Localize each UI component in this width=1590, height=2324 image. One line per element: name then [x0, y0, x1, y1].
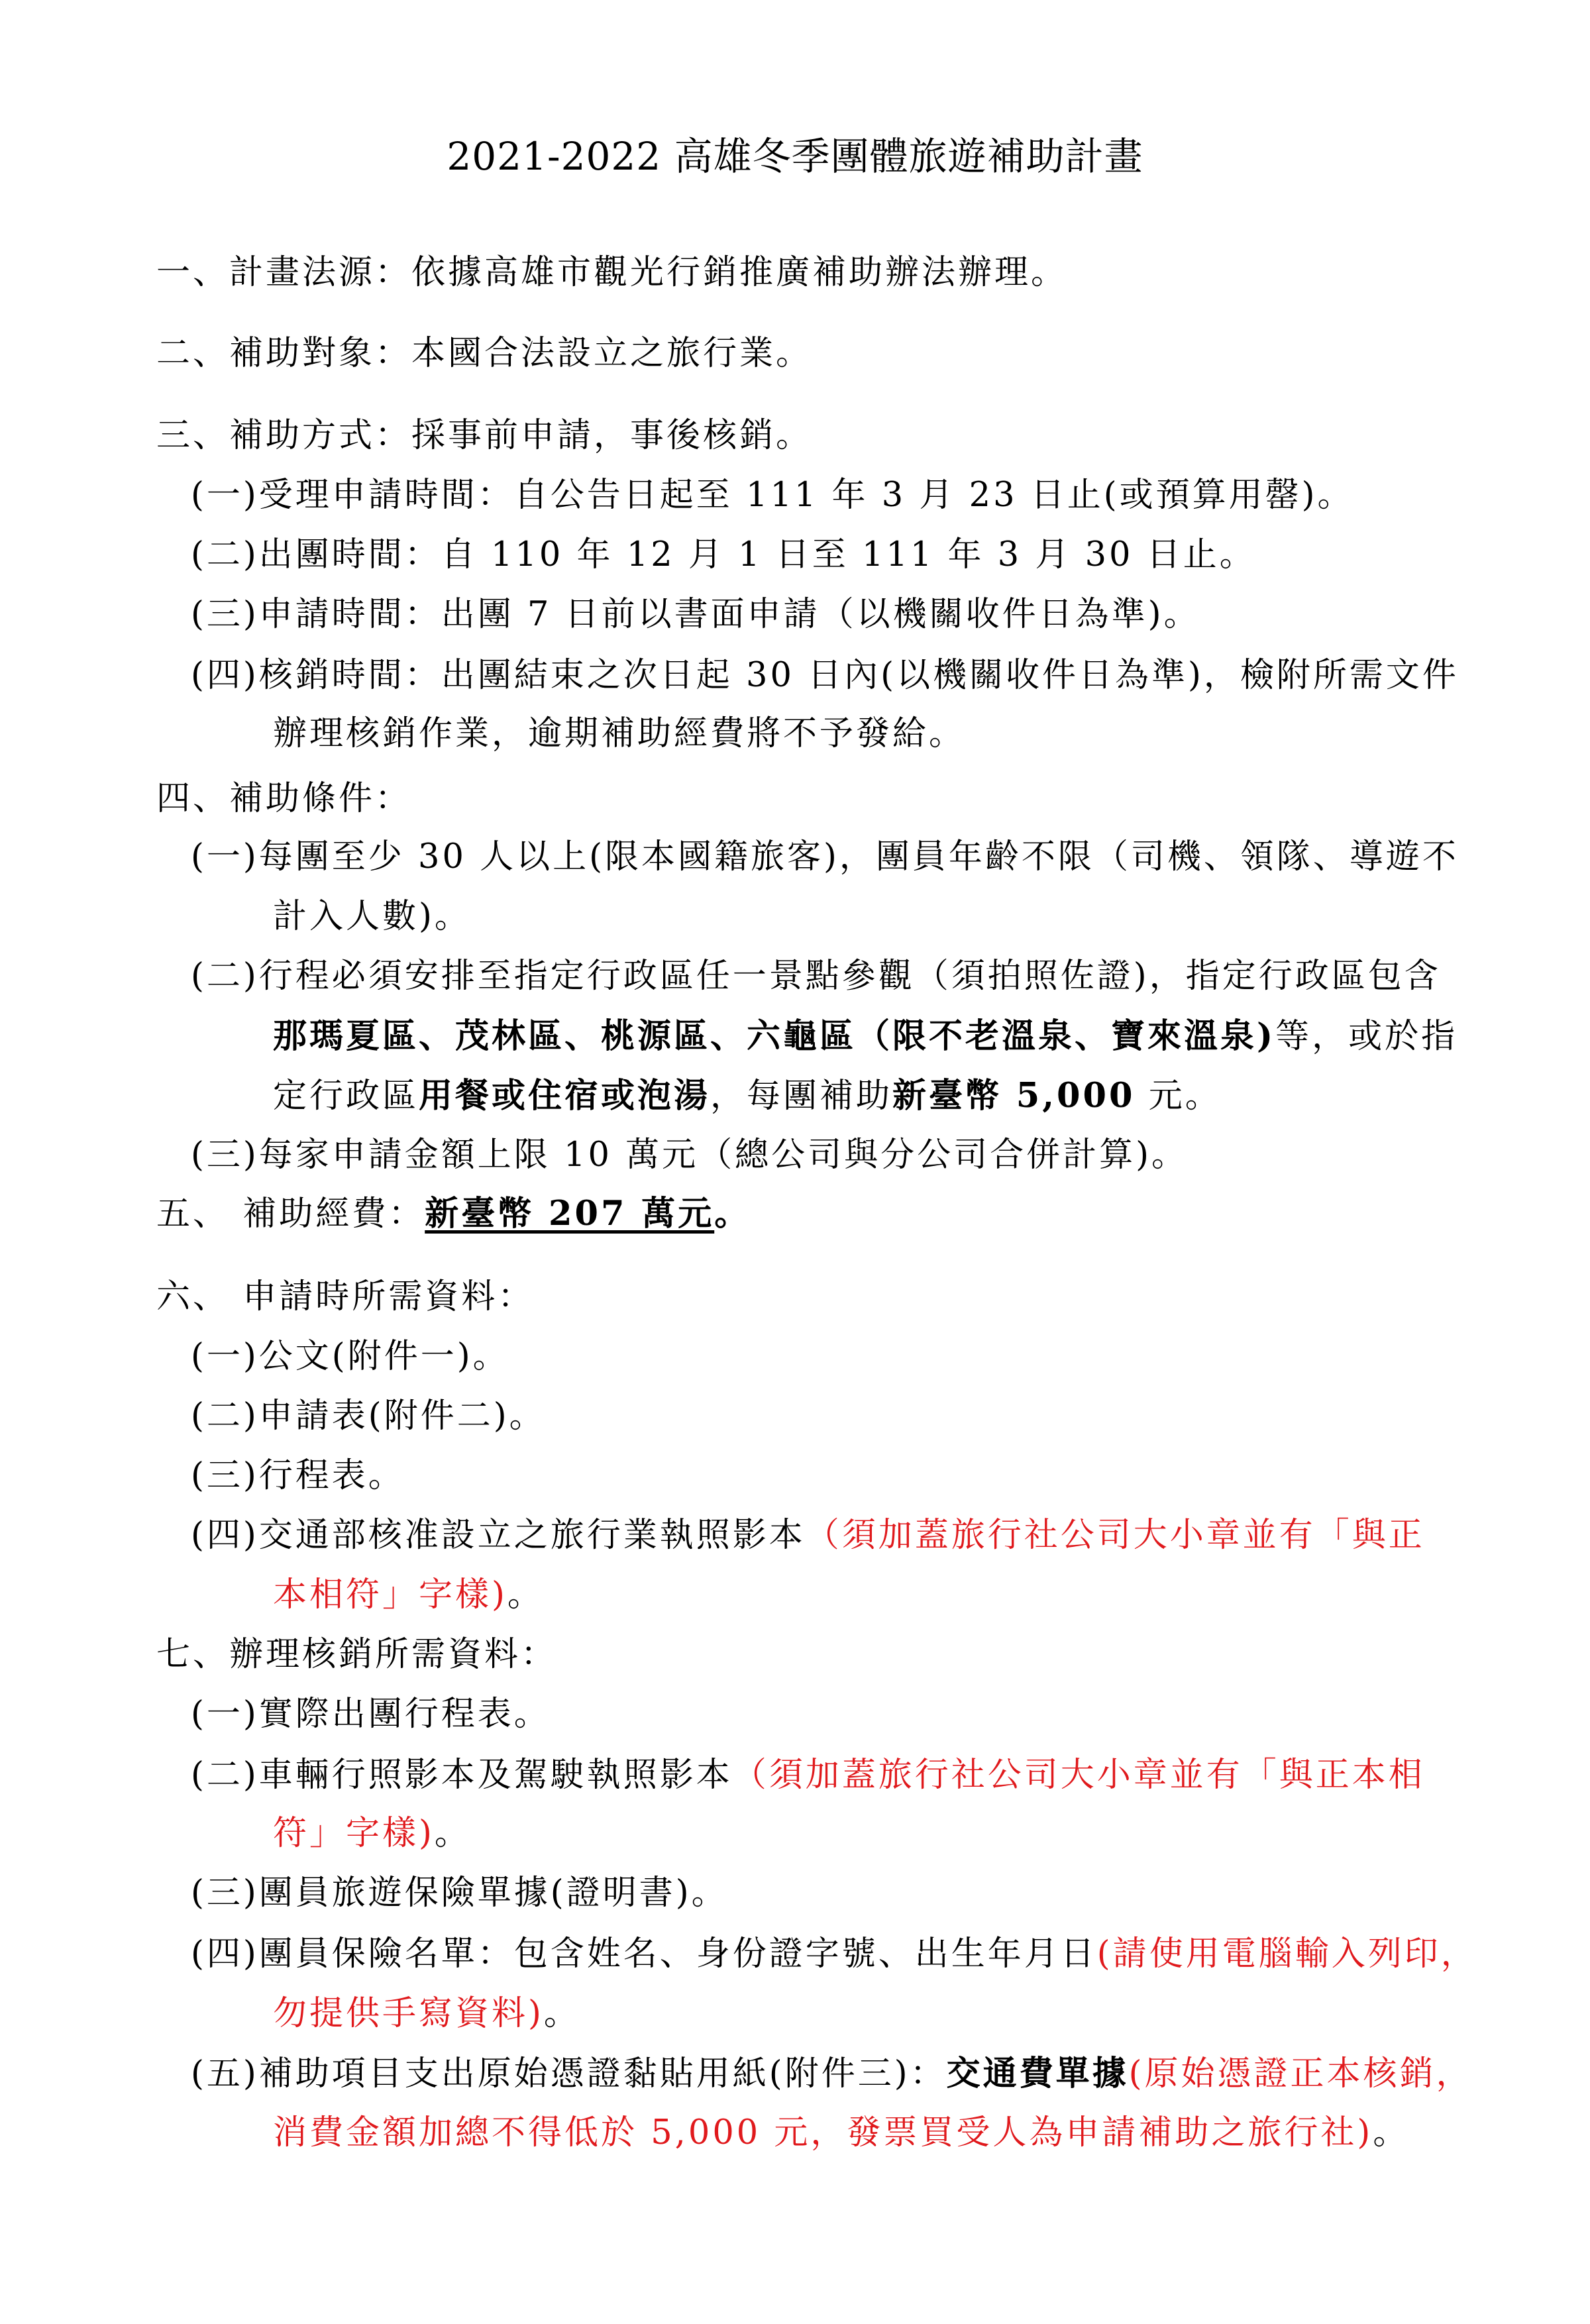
section-4-item-1-line-2: 計入人數)。: [273, 897, 471, 936]
section-7-heading: 七、辦理核銷所需資料：: [156, 1635, 558, 1674]
section-7-item-4-line-1: [191, 1928, 1477, 1981]
section-7-item-2-line-2: [273, 1807, 471, 1860]
text-segment: 元。: [1135, 1077, 1222, 1116]
text-segment: (四)交通部核准設立之旅行業執照影本: [191, 1516, 806, 1555]
text-segment: 。: [507, 1575, 544, 1614]
section-6-item-4-line-1: [191, 1509, 1425, 1562]
red-note: 消費金額加總不得低於 5,000 元，發票買受人為申請補助之旅行社): [273, 2113, 1373, 2152]
section-7-item-4-line-2: [273, 1987, 580, 2040]
red-note: 本相符」字樣): [273, 1575, 507, 1614]
designated-districts-text: 那瑪夏區、茂林區、桃源區、六龜區（限不老溫泉、寶來溫泉): [273, 1016, 1276, 1056]
section-3-item-3: (三)申請時間：出團 7 日前以書面申請（以機關收件日為準)。: [191, 595, 1200, 634]
section-4-item-1-line-1: (一)每團至少 30 人以上(限本國籍旅客)，團員年齡不限（司機、領隊、導遊不: [191, 837, 1459, 876]
section-4-item-2-line-2-rest: 等，或於指: [1275, 1017, 1458, 1056]
section-6-item-3: (三)行程表。: [191, 1456, 405, 1495]
section-6-item-2: (二)申請表(附件二)。: [191, 1397, 546, 1436]
section-2-eligible-target: 二、補助對象：本國合法設立之旅行業。: [156, 334, 813, 373]
red-note: (請使用電腦輸入列印，: [1096, 1934, 1477, 1974]
meal-stay-bath-text: 用餐或住宿或泡湯: [419, 1076, 711, 1116]
section-6-heading: 六、 申請時所需資料：: [156, 1277, 535, 1316]
text-segment: 定行政區: [273, 1077, 419, 1116]
section-3-heading: 三、補助方式：採事前申請，事後核銷。: [156, 416, 813, 455]
red-note: （須加蓋旅行社公司大小章並有「與正: [805, 1516, 1425, 1555]
text-segment: (五)補助項目支出原始憑證黏貼用紙(附件三)：: [191, 2054, 947, 2093]
subsidy-per-group-amount: 新臺幣 5,000: [892, 1076, 1136, 1116]
section-4-heading: 四、補助條件：: [156, 779, 412, 818]
section-7-item-5-line-1: [191, 2047, 1473, 2101]
section-3-item-4-line-1: (四)核銷時間：出團結束之次日起 30 日內(以機關收件日為準)，檢附所需文件: [191, 656, 1459, 695]
text-segment: 。: [714, 1194, 751, 1234]
section-4-item-2-line-3: [273, 1069, 1222, 1123]
section-7-item-1: (一)實際出團行程表。: [191, 1695, 551, 1734]
section-4-item-2-line-1: (二)行程必須安排至指定行政區任一景點參觀（須拍照佐證)，指定行政區包含: [191, 957, 1441, 996]
text-segment: 。: [543, 1994, 580, 2033]
text-segment: ，每團補助: [710, 1077, 893, 1116]
section-6-item-1: (一)公文(附件一)。: [191, 1337, 509, 1376]
section-7-item-2-line-1: [191, 1749, 1425, 1802]
section-6-item-4-line-2: [273, 1569, 544, 1622]
section-4-item-2-line-2: [273, 1010, 1458, 1063]
document-title: 2021-2022 高雄冬季團體旅遊補助計畫: [447, 134, 1143, 179]
red-note: （須加蓋旅行社公司大小章並有「與正本相: [732, 1756, 1425, 1795]
text-segment: (二)車輛行照影本及駕駛執照影本: [191, 1756, 733, 1795]
section-3-item-1: (一)受理申請時間：自公告日起至 111 年 3 月 23 日止(或預算用罄)。: [191, 476, 1354, 515]
section-3-item-2: (二)出團時間：自 110 年 12 月 1 日至 111 年 3 月 30 日止。: [191, 535, 1256, 574]
section-7-item-5-line-2: [273, 2107, 1409, 2160]
red-note: 勿提供手寫資料): [273, 1994, 544, 2033]
section-4-item-3: (三)每家申請金額上限 10 萬元（總公司與分公司合併計算)。: [191, 1136, 1189, 1175]
section-1-legal-basis: 一、計畫法源：依據高雄市觀光行銷推廣補助辦法辦理。: [156, 253, 1068, 292]
section-3-item-4-line-2: 辦理核銷作業，逾期補助經費將不予發給。: [273, 714, 966, 753]
red-note: 符」字樣): [273, 1814, 435, 1853]
text-segment: 。: [1373, 2113, 1410, 2152]
text-segment: 。: [434, 1814, 471, 1853]
section-5-heading: 五、 補助經費：: [156, 1194, 425, 1234]
transport-receipt-text: 交通費單據: [946, 2054, 1129, 2093]
section-7-item-3: (三)團員旅遊保險單據(證明書)。: [191, 1874, 728, 1913]
total-budget-amount: 新臺幣 207 萬元: [425, 1194, 715, 1234]
section-5-budget: [156, 1187, 751, 1241]
red-note: (原始憑證正本核銷，: [1128, 2054, 1473, 2093]
text-segment: (四)團員保險名單：包含姓名、身份證字號、出生年月日: [191, 1934, 1097, 1974]
